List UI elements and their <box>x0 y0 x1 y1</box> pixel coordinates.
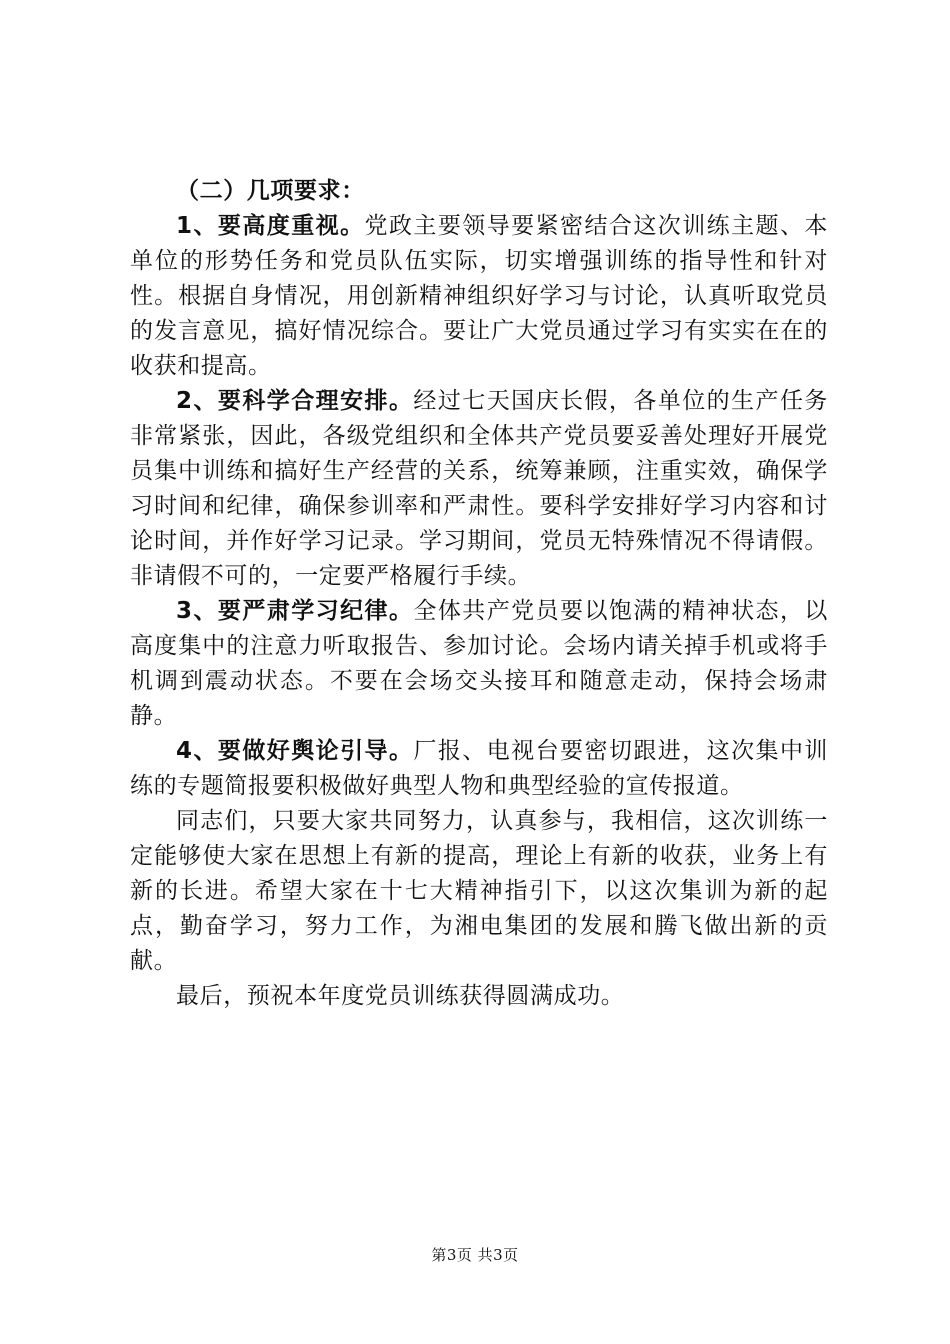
requirement-item-2 <box>130 384 828 594</box>
page-number-footer: 第3页 共3页 <box>431 1246 519 1264</box>
document-body <box>130 174 828 1014</box>
requirement-lead: 2、要科学合理安排。 <box>176 388 414 414</box>
requirement-text: 厂报、电视台要密切跟进，这次集中训练的专题简报要积极做好典型人物和典型经验的宣传报道。 <box>130 738 828 799</box>
section-heading: （二）几项要求： <box>176 178 365 204</box>
requirement-item-3 <box>130 594 828 734</box>
requirement-lead: 1、要高度重视。 <box>176 213 365 239</box>
requirement-lead: 4、要做好舆论引导。 <box>176 738 414 764</box>
closing-paragraph: 同志们，只要大家共同努力，认真参与，我相信，这次训练一定能够使大家在思想上有新的提高，理论上有新的收获，业务上有新的长进。希望大家在十七大精神指引下，以这次集训为新的起点，勤奋学习，努力工作，为湘电集团的发展和腾飞做出新的贡献。 <box>130 808 828 974</box>
requirement-lead: 3、要严肃学习纪律。 <box>176 598 414 624</box>
requirement-item-1 <box>130 209 828 384</box>
requirement-text: 党政主要领导要紧密结合这次训练主题、本单位的形势任务和党员队伍实际，切实增强训练的指导性和针对性。根据自身情况，用创新精神组织好学习与讨论，认真听取党员的发言意见，搞好情况综合。要让广大党员通过学习有实实在在的收获和提高。 <box>130 213 828 379</box>
requirement-item-4 <box>130 734 828 804</box>
final-paragraph: 最后，预祝本年度党员训练获得圆满成功。 <box>176 983 625 1009</box>
requirement-text: 经过七天国庆长假，各单位的生产任务非常紧张，因此，各级党组织和全体共产党员要妥善处理好开展党员集中训练和搞好生产经营的关系，统筹兼顾，注重实效，确保学习时间和纪律，确保参训率和严肃性。要科学安排好学习内容和讨论时间，并作好学习记录。学习期间，党员无特殊情况不得请假。非请假不可的，一定要严格履行手续。 <box>130 388 828 589</box>
requirement-text: 全体共产党员要以饱满的精神状态，以高度集中的注意力听取报告、参加讨论。会场内请关掉手机或将手机调到震动状态。不要在会场交头接耳和随意走动，保持会场肃静。 <box>130 598 828 729</box>
